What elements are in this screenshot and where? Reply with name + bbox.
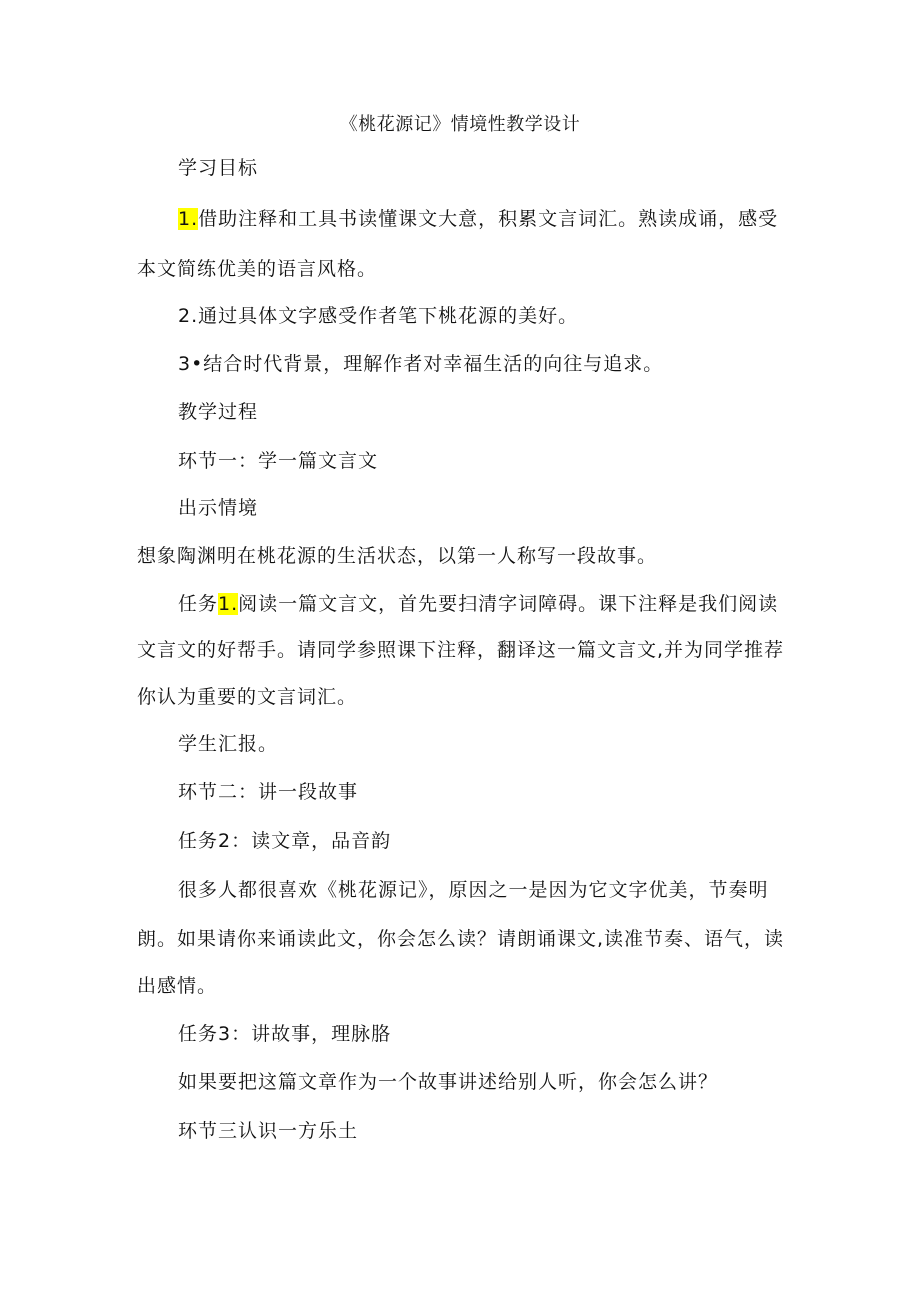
task-1-line-1 xyxy=(178,590,778,618)
task-3-title: 任务3：讲故事，理脉胳 xyxy=(178,1023,392,1045)
task-2-title: 任务2：读文章，品音韵 xyxy=(178,830,392,852)
objective-2: 2.通过具体文字感受作者笔下桃花源的美好。 xyxy=(178,305,579,327)
highlighted-number: 1. xyxy=(218,593,239,615)
task-1-line-3: 你认为重要的文言词汇。 xyxy=(137,686,358,708)
task-2-line-1: 很多人都很喜欢《桃花源记》，原因之一是因为它文字优美，节奏明 xyxy=(178,879,769,901)
student-report: 学生汇报。 xyxy=(178,733,279,755)
highlighted-number: 1. xyxy=(178,208,199,230)
task-1-prefix: 任务 xyxy=(178,593,219,615)
objective-3: 3•结合时代背景，理解作者对幸福生活的向往与追求。 xyxy=(178,353,664,375)
process-heading: 教学过程 xyxy=(178,401,259,423)
section-3-title: 环节三认识一方乐土 xyxy=(178,1120,359,1142)
document-title: 《桃花源记》情境性教学设计 xyxy=(339,114,581,135)
task-2-line-2: 朗。如果请你来诵读此文，你会怎么读？请朗诵课文,读准节奏、语气，读 xyxy=(137,928,785,950)
objective-1-text: 借助注释和工具书读懂课文大意，积累文言词汇。熟读成诵，感受 xyxy=(198,208,779,230)
section-2-title: 环节二：讲一段故事 xyxy=(178,781,359,803)
task-3-text: 如果要把这篇文章作为一个故事讲述给别人听，你会怎么讲？ xyxy=(178,1071,719,1093)
objective-1-line-2: 本文简练优美的语言风格。 xyxy=(137,258,378,280)
task-1-line-2: 文言文的好帮手。请同学参照课下注释，翻译这一篇文言文,并为同学推荐 xyxy=(137,639,785,661)
objectives-heading: 学习目标 xyxy=(178,157,259,179)
objective-1-line-1 xyxy=(178,205,778,233)
scenario-text: 想象陶渊明在桃花源的生活状态，以第一人称写一段故事。 xyxy=(137,545,658,567)
section-1-title: 环节一：学一篇文言文 xyxy=(178,450,379,472)
task-1-text: 阅读一篇文言文，首先要扫清字词障碍。课下注释是我们阅读 xyxy=(238,593,779,615)
scenario-heading: 出示情境 xyxy=(178,497,259,519)
task-2-line-3: 出感情。 xyxy=(137,975,218,997)
